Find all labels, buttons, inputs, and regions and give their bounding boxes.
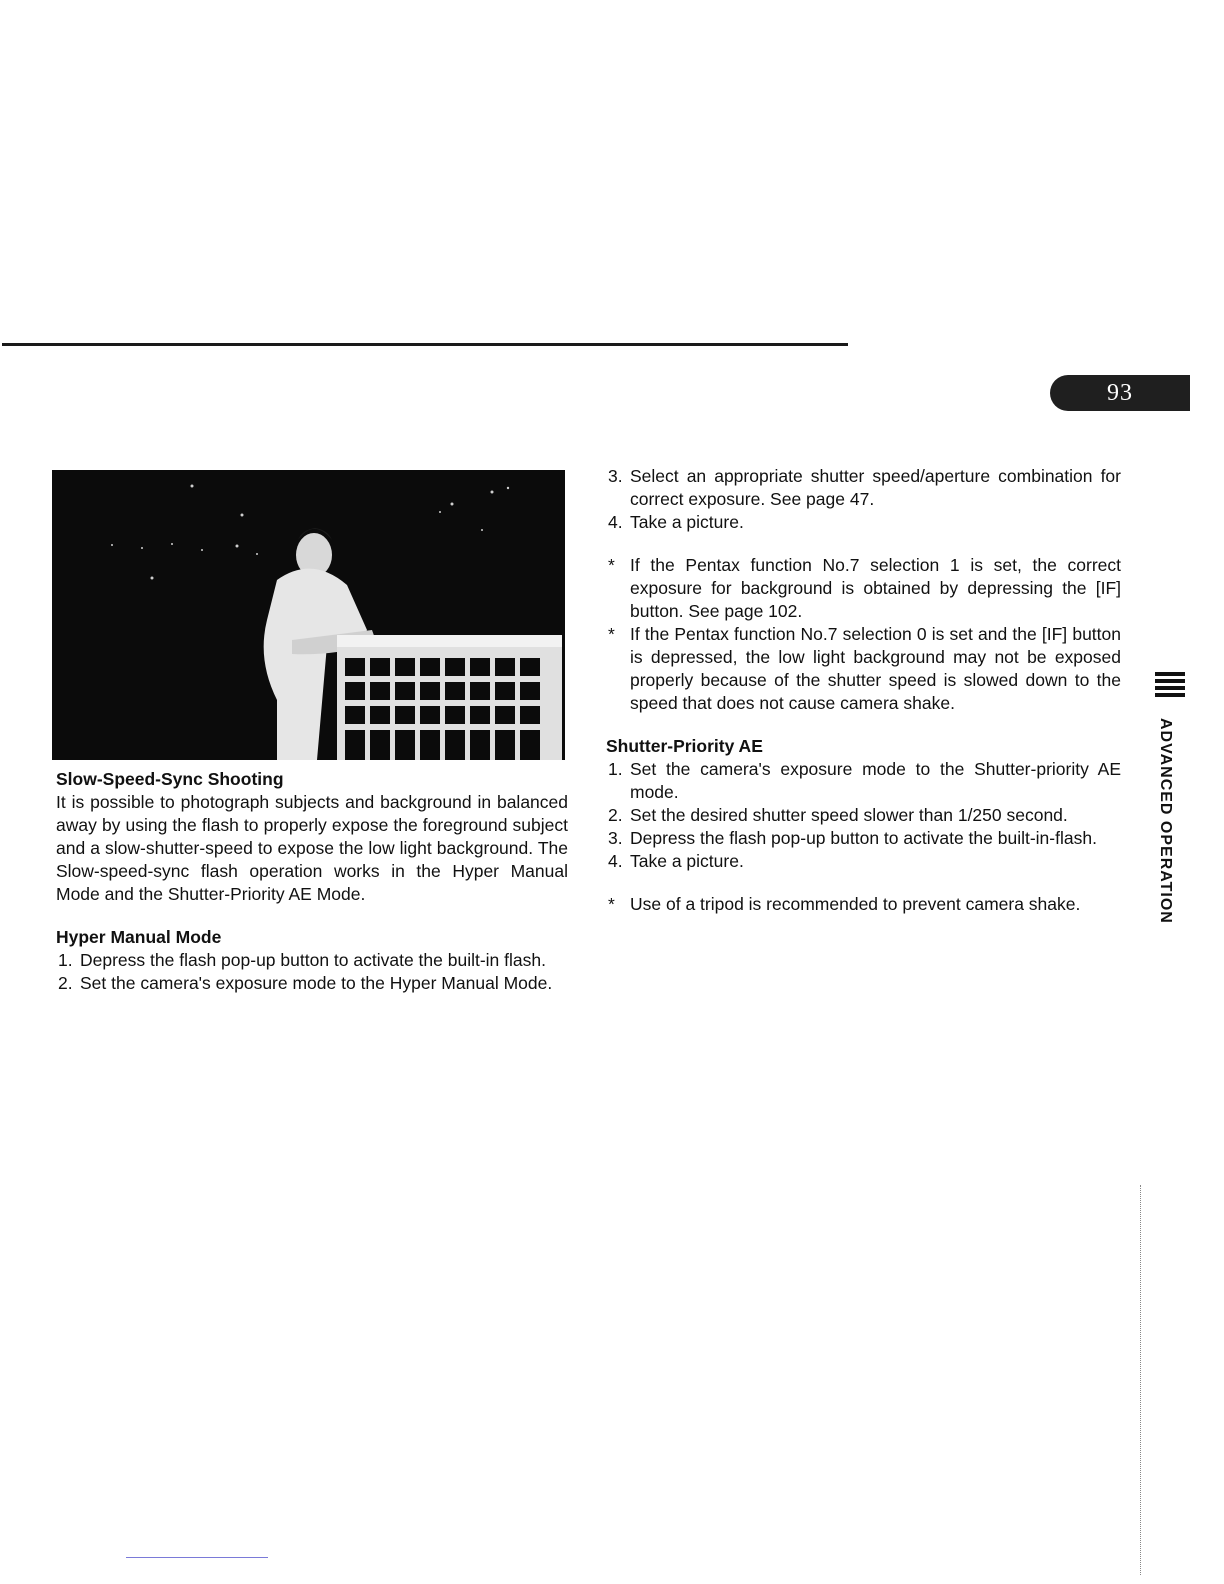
list-item: 4. Take a picture. [608,512,744,532]
pentax-function-notes [606,554,1121,715]
footer-rule [126,1557,268,1558]
section-side-label: ADVANCED OPERATION [1157,718,1174,924]
page-number-tab: 93 [1050,375,1190,411]
list-item: 4. Take a picture. [608,851,744,871]
section-marker-bars [1155,672,1185,700]
tripod-note [606,893,1121,916]
slow-sync-photo [52,470,565,760]
note-item: * If the Pentax function No.7 selection 0 is set and the [IF] button is depressed, the low light background may not be exposed properly because of the shutter speed is slowed down to the speed that does not cause camera shake. [608,624,1121,713]
list-item: 3. Select an appropriate shutter speed/aperture combination for correct exposure. See page 47. [608,466,1121,509]
list-item: 3. Depress the flash pop-up button to activate the built-in-flash. [608,828,1097,848]
left-column [56,768,568,995]
photo-icon [52,470,565,760]
right-column [606,465,1121,916]
slow-sync-body: It is possible to photograph subjects and background in balanced away by using the flash to properly expose the foreground subject and a slow-shutter-speed to expose the low light background. The Slow-speed-sync flash operation works in the Hyper Manual Mode and the Shutter-Priority AE Mode. [56,792,568,904]
header-rule [2,343,848,346]
shutter-priority-steps [606,758,1121,873]
continued-steps [606,465,1121,534]
slow-sync-heading: Slow-Speed-Sync Shooting [56,769,284,789]
list-item: 2. Set the desired shutter speed slower than 1/250 second. [608,805,1068,825]
shutter-priority-heading: Shutter-Priority AE [606,736,763,756]
page-edge-divider [1140,1185,1141,1575]
list-item: 1. Depress the flash pop-up button to activate the built-in flash. [58,950,546,970]
hyper-manual-heading: Hyper Manual Mode [56,927,222,947]
list-item: 1. Set the camera's exposure mode to the Shutter-priority AE mode. [608,759,1121,802]
note-item: * If the Pentax function No.7 selection 1 is set, the correct exposure for background is obtained by depressing the [IF] button. See page 102. [608,555,1121,621]
list-item: 2. Set the camera's exposure mode to the Hyper Manual Mode. [58,973,553,993]
note-item: * Use of a tripod is recommended to prevent camera shake. [608,894,1081,914]
hyper-manual-steps [56,949,568,995]
